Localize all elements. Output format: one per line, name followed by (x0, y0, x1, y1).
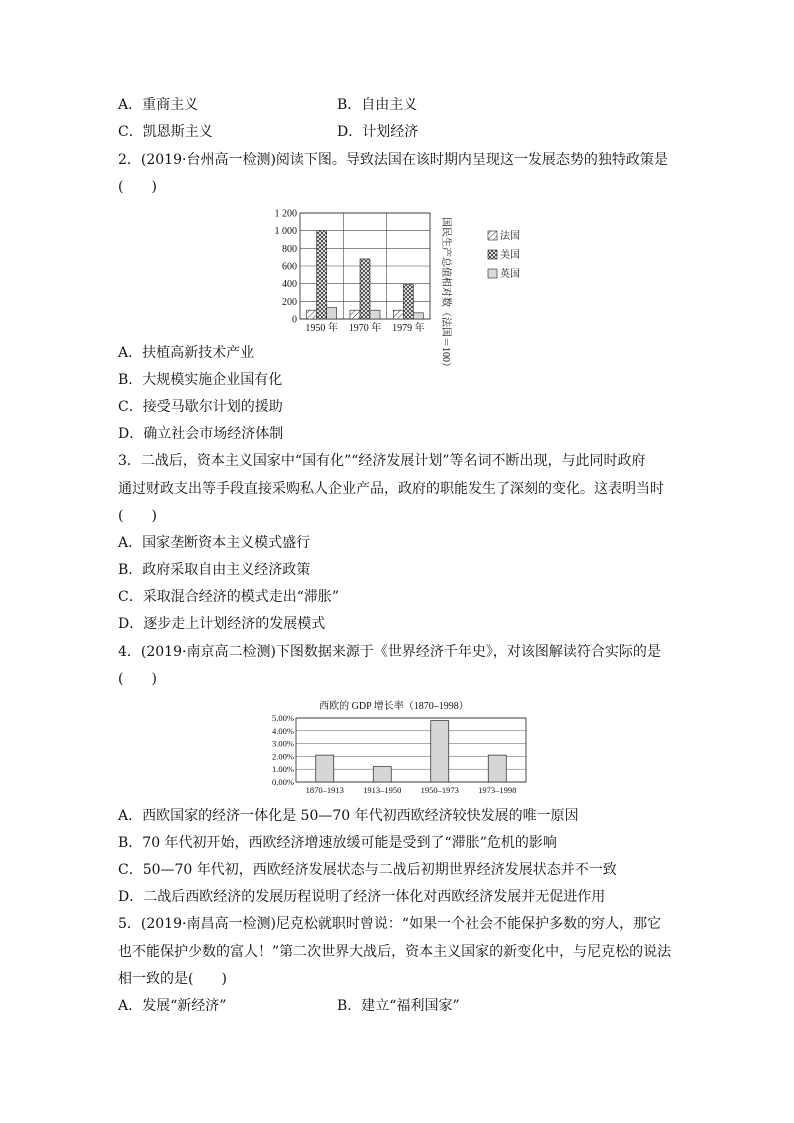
q1-option-b: B．自由主义 (337, 97, 418, 113)
q3-option-b: B．政府采取自由主义经济政策 (118, 562, 311, 578)
q4-option-a: A．西欧国家的经济一体化是 50—70 年代初西欧经济较快发展的唯一原因 (118, 808, 579, 824)
chart1-bar (413, 313, 423, 319)
chart1-bar (317, 231, 327, 319)
q4-option-c: C．50—70 年代初，西欧经济发展状态与二战后初期世界经济发展状态并不一致 (118, 862, 617, 878)
chart1-y-tick: 1 200 (274, 208, 297, 220)
chart1-y-tick: 0 (292, 314, 297, 326)
chart1-legend-swatch (488, 231, 497, 240)
chart1-bars (307, 231, 424, 319)
chart1-y-tick: 800 (282, 243, 297, 255)
chart1-y-tick: 200 (282, 296, 297, 308)
chart2-bar (431, 721, 449, 782)
q5-option-b: B．建立“福利国家” (337, 998, 460, 1014)
chart2-x-tick: 1973–1998 (478, 785, 517, 795)
chart1-bar (327, 308, 337, 319)
q3-option-c: C．采取混合经济的模式走出“滞胀” (118, 589, 340, 605)
q2-option-d: D．确立社会市场经济体制 (118, 426, 284, 442)
gnp-comparison-chart (262, 205, 542, 372)
q3-answer-paren: ( ) (118, 508, 157, 524)
q2-stem: 2．(2019·台州高一检测)阅读下图。导致法国在该时期内呈现这一发展态势的独特政策是 (118, 152, 668, 168)
q4-option-d: D．二战后西欧经济的发展历程说明了经济一体化对西欧经济发展并无促进作用 (118, 889, 606, 905)
chart2-title: 西欧的 GDP 增长率（1870–1998） (319, 701, 469, 712)
chart2-x-tick-labels (306, 785, 517, 795)
chart1-y-axis-label: 国民生产总值相对数（法国＝100） (440, 217, 451, 372)
q3-option-a: A．国家垄断资本主义模式盛行 (118, 535, 311, 551)
chart1-bar (307, 310, 317, 319)
q1-option-a: A．重商主义 (118, 97, 199, 113)
q3-stem-line2: 通过财政支出等手段直接采购私人企业产品，政府的职能发生了深刻的变化。这表明当时 (118, 481, 664, 497)
q5-option-a: A．发展“新经济” (118, 998, 227, 1014)
chart2-bar (373, 767, 391, 782)
q5-stem-line3: 相一致的是( ) (118, 971, 227, 987)
chart1-legend-swatch (488, 269, 497, 278)
chart2-y-tick-labels (272, 713, 294, 787)
chart1-bar (393, 310, 403, 319)
chart2-y-tick: 3.00% (272, 738, 294, 749)
gdp-growth-chart (262, 697, 542, 799)
q2-option-b: B．大规模实施企业国有化 (118, 372, 283, 388)
chart2-x-tick: 1950–1973 (420, 785, 459, 795)
chart1-x-tick-labels (305, 321, 424, 334)
chart2-y-tick: 5.00% (272, 713, 294, 723)
q2-option-c: C．接受马歇尔计划的援助 (118, 399, 283, 415)
chart2-bar (316, 755, 334, 782)
chart1-bar (350, 310, 360, 319)
chart2-y-tick: 1.00% (272, 764, 294, 775)
chart1-x-tick: 1970 年 (348, 323, 382, 334)
chart1-bar (370, 310, 380, 319)
chart1-bar (360, 259, 370, 319)
q1-option-c: C．凯恩斯主义 (118, 124, 213, 140)
chart1-legend-label: 美国 (500, 250, 520, 261)
chart1-y-tick: 400 (282, 279, 297, 291)
q1-option-d: D．计划经济 (337, 124, 419, 140)
q2-option-a: A．扶植高新技术产业 (118, 345, 255, 361)
chart2-y-tick: 0.00% (272, 777, 294, 787)
chart1-y-tick: 600 (282, 261, 297, 273)
chart1-x-tick: 1979 年 (392, 323, 425, 334)
chart1-x-tick: 1950 年 (305, 323, 338, 334)
q4-answer-paren: ( ) (118, 671, 157, 687)
q4-option-b: B．70 年代初开始，西欧经济增速放缓可能是受到了“滞胀”危机的影响 (118, 835, 557, 851)
chart2-x-tick: 1913–1950 (363, 785, 402, 795)
chart1-legend-label: 英国 (500, 269, 520, 280)
chart1-y-tick: 1 000 (274, 226, 297, 238)
q3-option-d: D．逐步走上计划经济的发展模式 (118, 616, 326, 632)
chart2-y-tick: 4.00% (272, 725, 294, 736)
chart2-bar (488, 755, 506, 782)
q5-stem-line2: 也不能保护少数的富人！”第二次世界大战后，资本主义国家的新变化中，与尼克松的说法 (118, 944, 672, 960)
chart2-bars (316, 721, 507, 782)
chart1-legend (488, 229, 520, 280)
chart2-x-tick: 1870–1913 (305, 785, 344, 795)
q5-stem-line1: 5．(2019·南昌高一检测)尼克松就职时曾说：“如果一个社会不能保护多数的穷人，那它 (118, 916, 662, 932)
chart1-y-tick-labels (275, 209, 298, 326)
q3-stem-line1: 3．二战后，资本主义国家中“国有化”“经济发展计划”等名词不断出现，与此同时政府 (118, 453, 646, 469)
q4-stem: 4．(2019·南京高二检测)下图数据来源于《世界经济千年史》，对该图解读符合实际的是 (118, 644, 661, 660)
q2-answer-paren: ( ) (118, 179, 157, 195)
chart1-legend-label: 法国 (500, 231, 520, 242)
chart1-legend-swatch (488, 250, 497, 259)
chart2-y-tick: 2.00% (272, 751, 294, 762)
chart1-bar (403, 285, 413, 319)
